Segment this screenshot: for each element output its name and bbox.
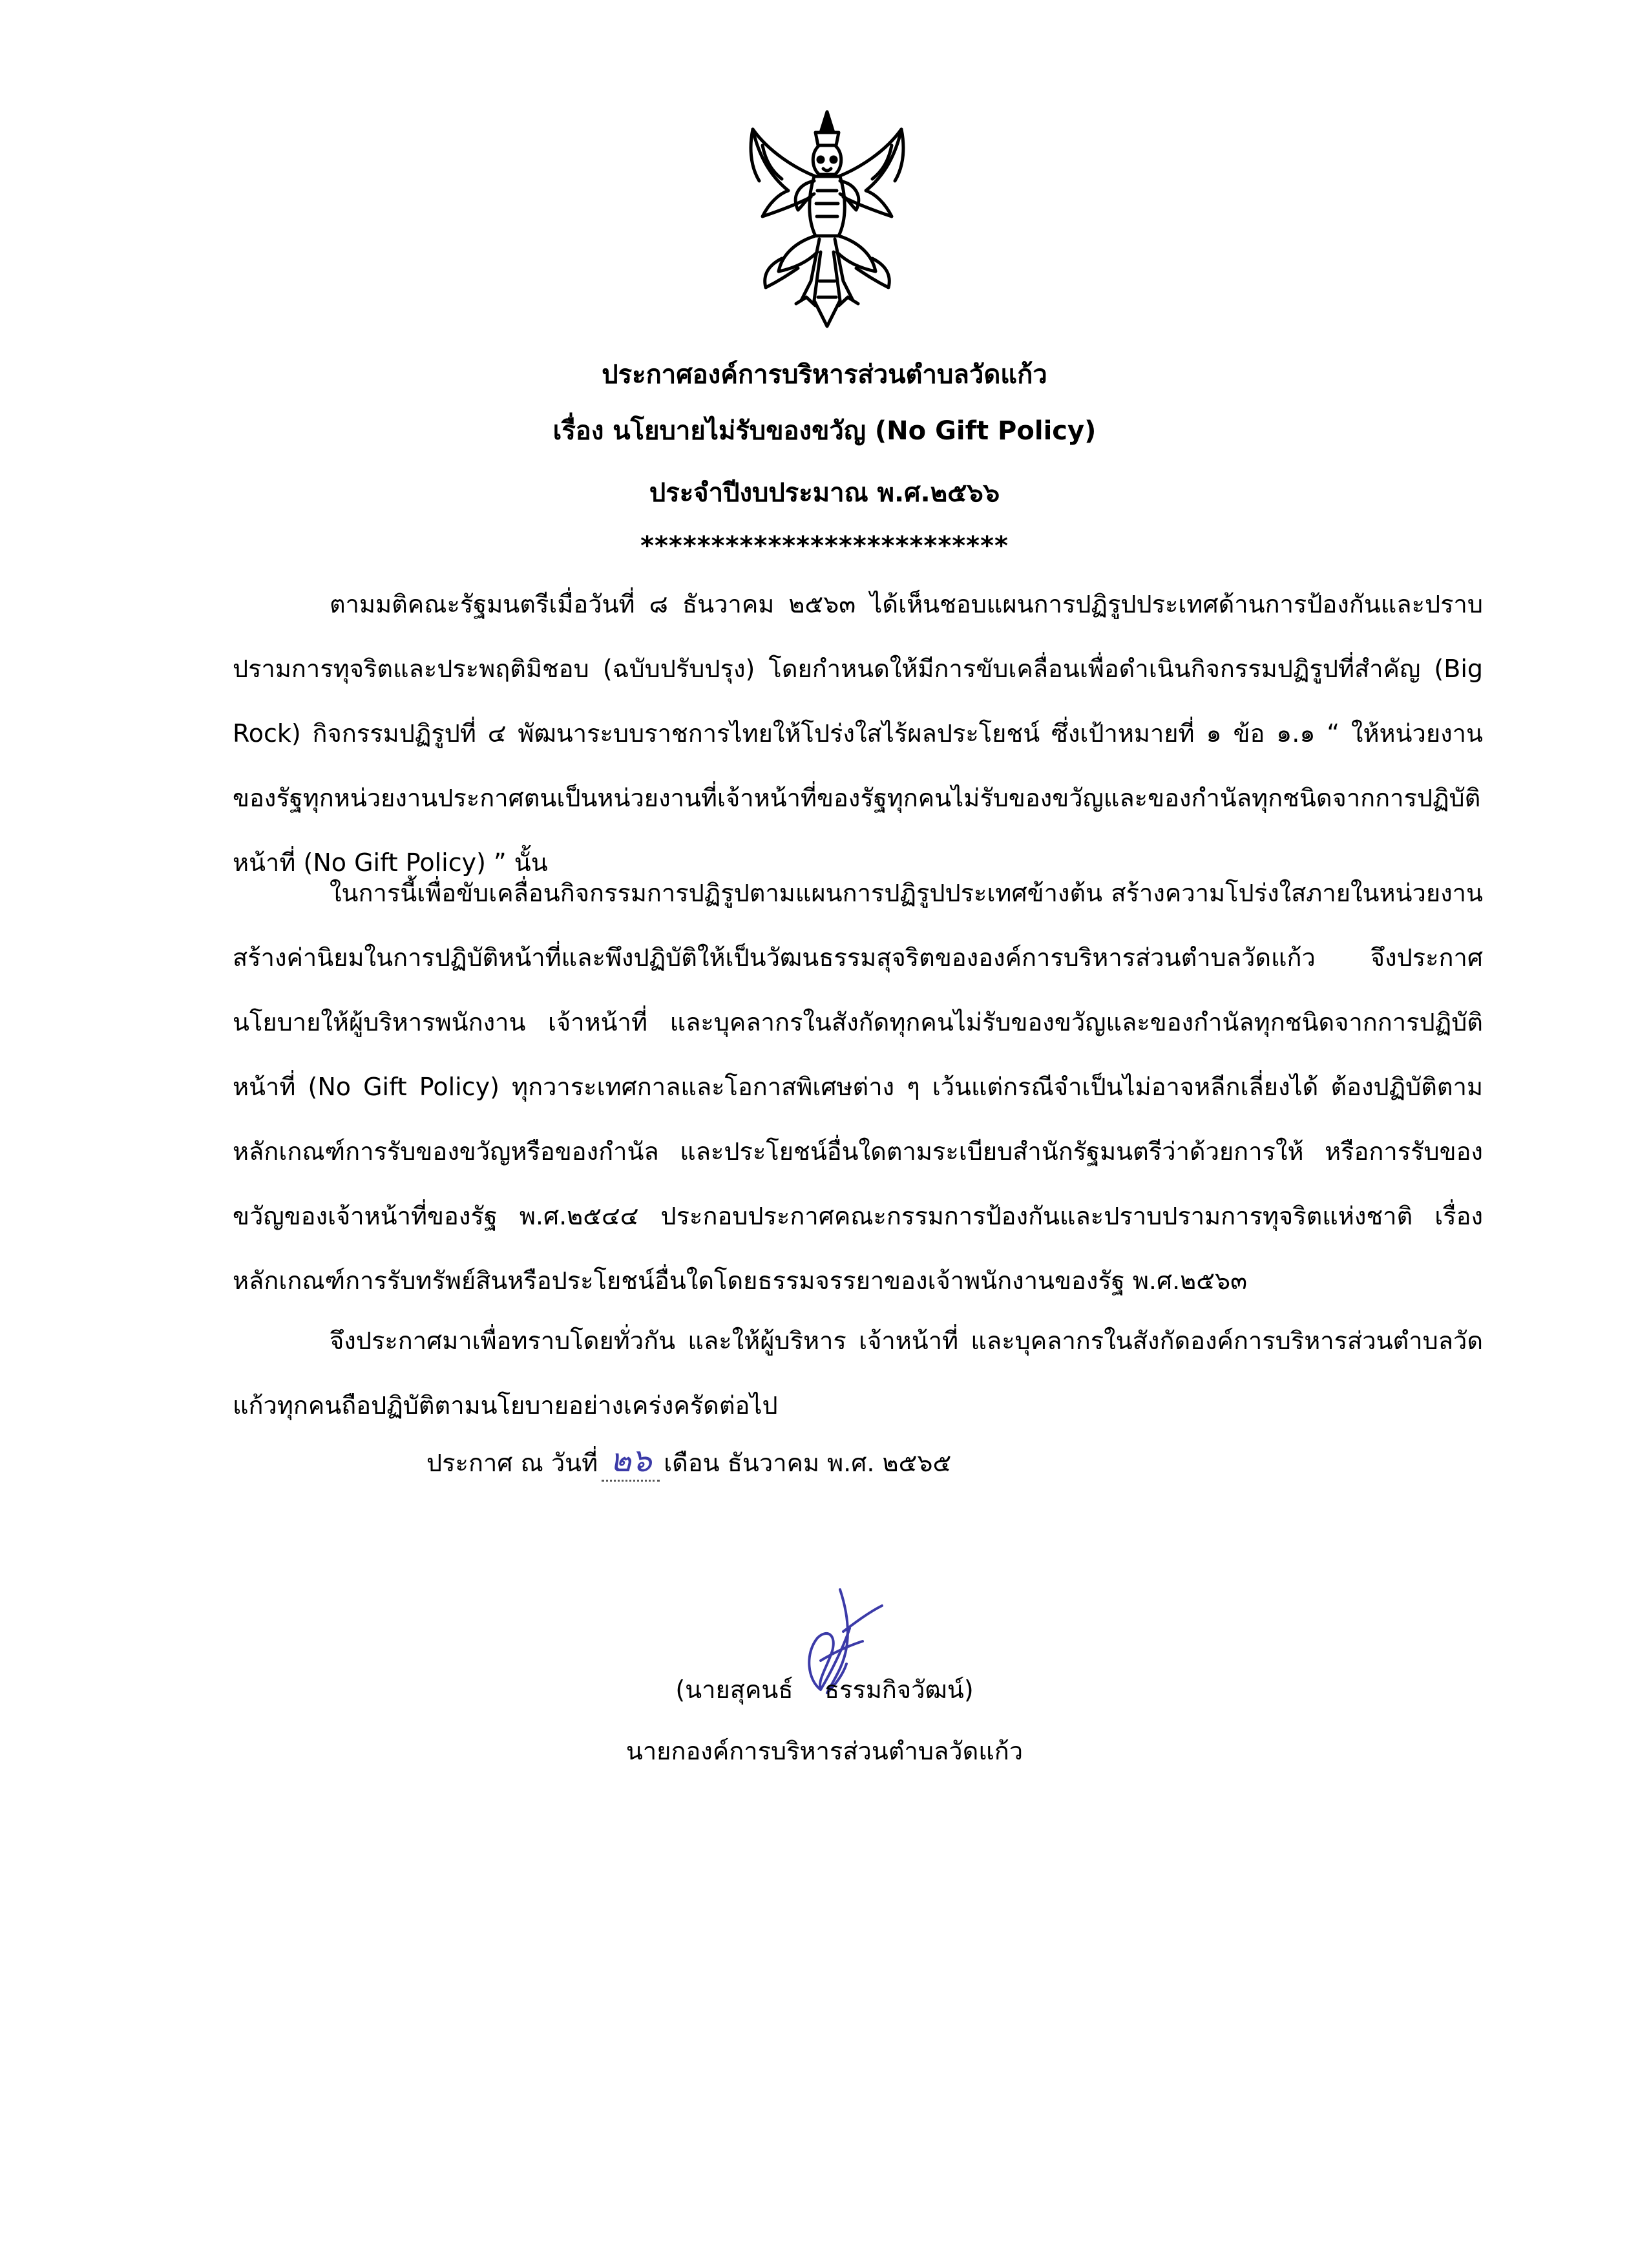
body-paragraph-2: ในการนี้เพื่อขับเคลื่อนกิจกรรมการปฏิรูปตามแผนการปฏิรูปประเทศข้างต้น สร้างความโปร่งใสภายในหน่วยงาน สร้างค่านิยมในการปฏิบัติหน้าที่และพึงปฏิบัติให้เป็นวัฒนธรรมสุจริตขององค์การบริหารส่วนตำบลวัดแก้ว จึงประกาศนโยบายให้ผู้บริหารพนักงาน เจ้าหน้าที่ และบุคลากรในสังกัดทุกคนไม่รับของขวัญและของกำนัลทุกชนิดจากการปฏิบัติหน้าที่ (No Gift Policy) ทุกวาระเทศกาลและโอกาสพิเศษต่าง ๆ เว้นแต่กรณีจำเป็นไม่อาจหลีกเลี่ยงได้ ต้องปฏิบัติตามหลักเกณฑ์การรับของขวัญหรือของกำนัล และประโยชน์อื่นใดตามระเบียบสำนักรัฐมนตรีว่าด้วยการให้ หรือการรับของขวัญของเจ้าหน้าที่ของรัฐ พ.ศ.๒๕๔๔ ประกอบประกาศคณะกรรมการป้องกันและปราบปรามการทุจริตแห่งชาติ เรื่อง หลักเกณฑ์การรับทรัพย์สินหรือประโยชน์อื่นใดโดยธรรมจรรยาของเจ้าพนักงานของรัฐ พ.ศ.๒๕๖๓ bbox=[233, 879, 1483, 1295]
body-paragraph-3: จึงประกาศมาเพื่อทราบโดยทั่วกัน และให้ผู้บริหาร เจ้าหน้าที่ และบุคลากรในสังกัดองค์การบริหารส่วนตำบลวัดแก้วทุกคนถือปฏิบัติตามนโยบายอย่างเคร่งครัดต่อไป bbox=[233, 1327, 1483, 1420]
separator-stars: ************************** bbox=[640, 531, 1009, 561]
signer-title: นายกองค์การบริหารส่วนตำบลวัดแก้ว bbox=[625, 1737, 1024, 1765]
date-suffix: เดือน ธันวาคม พ.ศ. ๒๕๖๕ bbox=[664, 1449, 952, 1477]
fiscal-year-line: ประจำปีงบประมาณ พ.ศ.๒๕๖๖ bbox=[649, 478, 1000, 508]
date-prefix: ประกาศ ณ วันที่ bbox=[426, 1449, 598, 1477]
announcement-title: ประกาศองค์การบริหารส่วนตำบลวัดแก้ว bbox=[602, 360, 1047, 390]
signer-name: (นายสุคนธ์ ธรรมกิจวัฒน์) bbox=[675, 1675, 974, 1704]
handwritten-day: ๒๖ bbox=[602, 1441, 660, 1482]
announcement-date bbox=[426, 1441, 951, 1482]
garuda-emblem-icon bbox=[743, 107, 911, 336]
announcement-subject: เรื่อง นโยบายไม่รับของขวัญ (No Gift Policy) bbox=[552, 416, 1097, 446]
body-paragraph-1: ตามมติคณะรัฐมนตรีเมื่อวันที่ ๘ ธันวาคม ๒๕๖๓ ได้เห็นชอบแผนการปฏิรูปประเทศด้านการป้องกันและปราบปรามการทุจริตและประพฤติมิชอบ (ฉบับปรับปรุง) โดยกำหนดให้มีการขับเคลื่อนเพื่อดำเนินกิจกรรมปฏิรูปที่สำคัญ (Big Rock) กิจกรรมปฏิรูปที่ ๔ พัฒนาระบบราชการไทยให้โปร่งใสไร้ผลประโยชน์ ซึ่งเป้าหมายที่ ๑ ข้อ ๑.๑ “ ให้หน่วยงานของรัฐทุกหน่วยงานประกาศตนเป็นหน่วยงานที่เจ้าหน้าที่ของรัฐทุกคนไม่รับของขวัญและของกำนัลทุกชนิดจากการปฏิบัติหน้าที่ (No Gift Policy) ” นั้น bbox=[233, 590, 1483, 877]
